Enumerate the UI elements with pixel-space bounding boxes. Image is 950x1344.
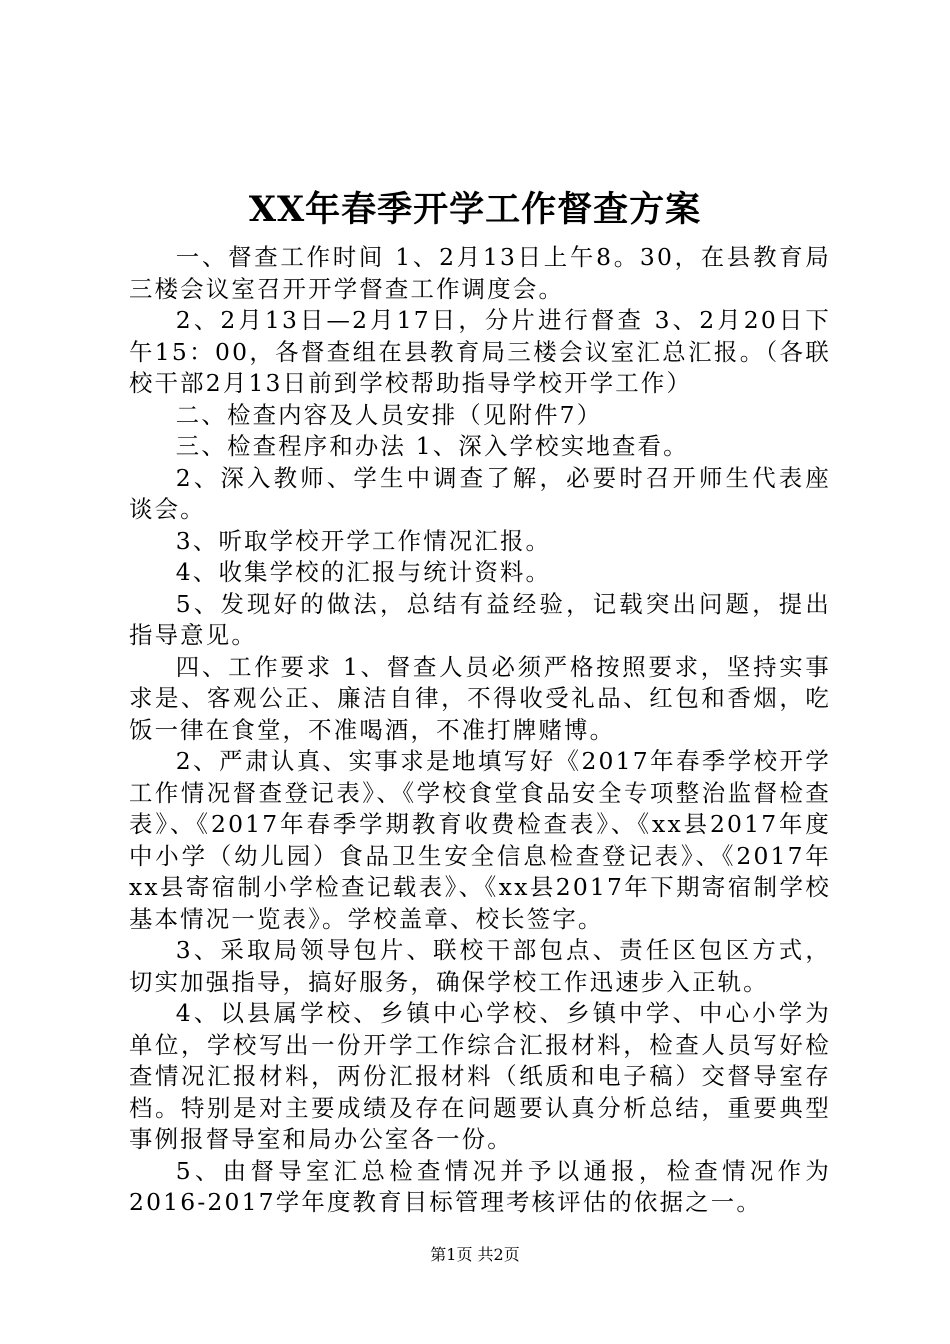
paragraph-10: 2、严肃认真、实事求是地填写好《2017年春季学校开学工作情况督查登记表》、《学校食堂食品安全专项整治监督检查表》、《2017年春季学期教育收费检查表》、《xx县2017年度中小学（幼儿园）食品卫生安全信息检查登记表》、《2017年xx县寄宿制小学检查记载表》、《xx县2017年下期寄宿制学校基本情况一览表》。学校盖章、校长签字。 [129, 747, 831, 933]
document-title: XX年春季开学工作督查方案 [248, 189, 702, 230]
paragraph-7: 4、收集学校的汇报与统计资料。 [175, 558, 552, 586]
paragraph-3: 二、检查内容及人员安排（见附件7） [175, 400, 603, 429]
paragraph-9: 四、工作要求 1、督查人员必须严格按照要求，坚持实事求是、客观公正、廉洁自律，不得收受礼品、红包和香烟，吃饭一律在食堂，不准喝酒，不准打牌赌博。 [129, 652, 831, 744]
page-number-footer: 第1页 共2页 [430, 1245, 520, 1264]
paragraph-6: 3、听取学校开学工作情况汇报。 [175, 526, 552, 555]
paragraph-8: 5、发现好的做法，总结有益经验，记载突出问题，提出指导意见。 [129, 589, 831, 649]
paragraph-12: 4、以县属学校、乡镇中心学校、乡镇中学、中心小学为单位，学校写出一份开学工作综合汇报材料，检查人员写好检查情况汇报材料，两份汇报材料（纸质和电子稿）交督导室存档。特别是对主要成绩及存在问题要认真分析总结，重要典型事例报督导室和局办公室各一份。 [129, 999, 831, 1153]
paragraph-11: 3、采取局领导包片、联校干部包点、责任区包区方式，切实加强指导，搞好服务，确保学校工作迅速步入正轨。 [129, 936, 831, 996]
paragraph-5: 2、深入教师、学生中调查了解，必要时召开师生代表座谈会。 [129, 463, 831, 523]
paragraph-4: 三、检查程序和办法 1、深入学校实地查看。 [175, 432, 689, 460]
paragraph-1: 一、督查工作时间 1、2月13日上午8。30，在县教育局三楼会议室召开开学督查工作调度会。 [129, 243, 831, 303]
paragraph-2: 2、2月13日—2月17日，分片进行督查 3、2月20日下午15：00，各督查组在县教育局三楼会议室汇总汇报。（各联校干部2月13日前到学校帮助指导学校开学工作） [129, 306, 831, 397]
document-body [129, 242, 831, 1219]
paragraph-13: 5、由督导室汇总检查情况并予以通报，检查情况作为2016-2017学年度教育目标管理考核评估的依据之一。 [129, 1156, 831, 1216]
